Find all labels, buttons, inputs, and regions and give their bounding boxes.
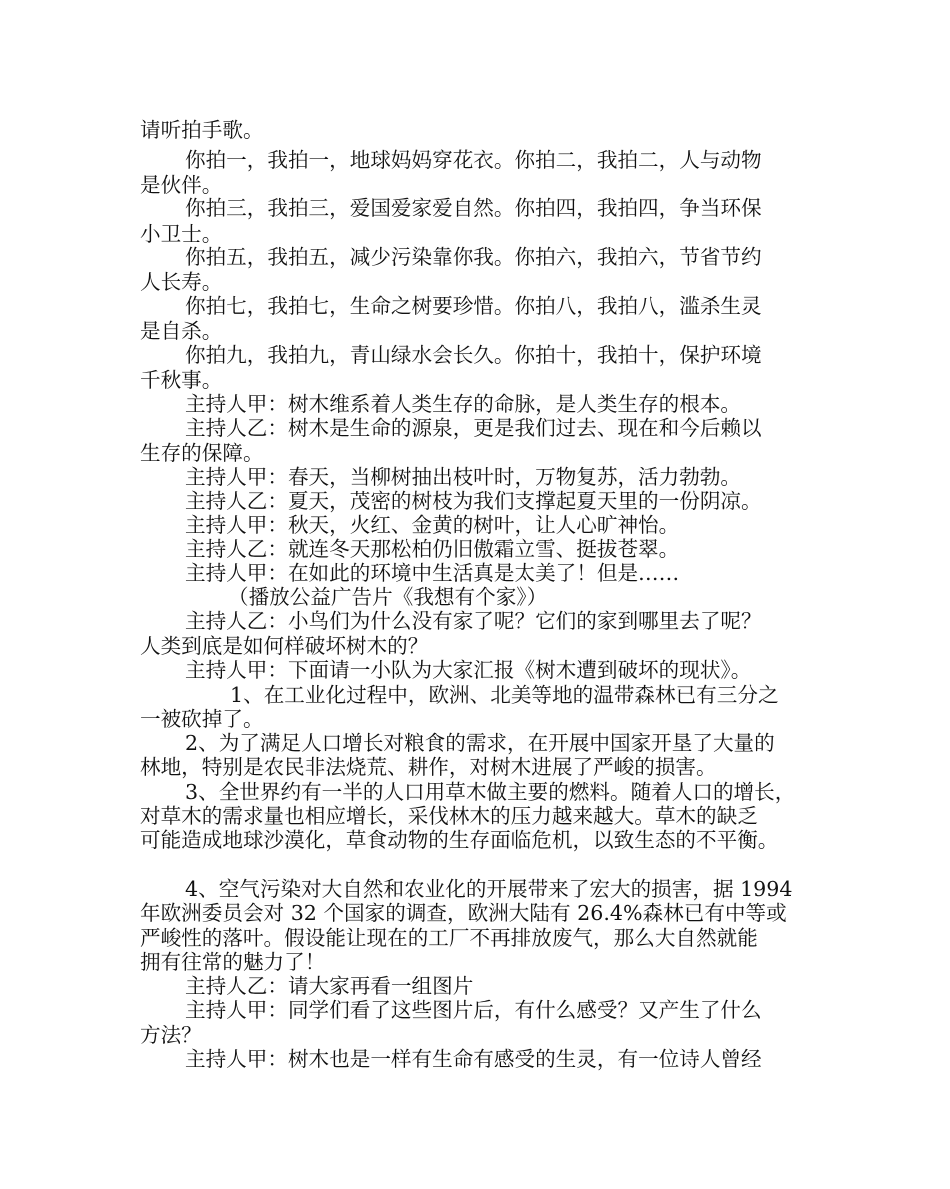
- text-line: 你拍三，我拍三，爱国爱家爱自然。你拍四，我拍四，争当环保: [185, 196, 762, 220]
- text-line: 对草木的需求量也相应增长，采伐林木的压力越来越大。草木的缺乏: [140, 804, 758, 828]
- text-line: 你拍九，我拍九，青山绿水会长久。你拍十，我拍十，保护环境: [185, 343, 762, 367]
- text-line: 主持人甲：春天，当柳树抽出枝叶时，万物复苏，活力勃勃。: [185, 465, 742, 489]
- text-line: 主持人乙：就连冬天那松柏仍旧傲霜立雪、挺拔苍翠。: [185, 537, 680, 561]
- text-line: 主持人甲：树木也是一样有生命有感受的生灵，有一位诗人曾经: [185, 1047, 762, 1071]
- text-line: 一被砍掉了。: [140, 707, 264, 731]
- text-line: 2、为了满足人口增长对粮食的需求，在开展中国家开垦了大量的: [185, 731, 775, 755]
- text-line: 主持人乙：树木是生命的源泉，更是我们过去、现在和今后赖以: [185, 416, 762, 440]
- text-line: （播放公益广告片《我想有个家》）: [228, 585, 548, 609]
- text-line: 主持人甲：秋天，火红、金黄的树叶，让人心旷神怡。: [185, 513, 680, 537]
- text-line: 你拍五，我拍五，减少污染靠你我。你拍六，我拍六，节省节约: [185, 245, 762, 269]
- text-line: 年欧洲委员会对 32 个国家的调查，欧洲大陆有 26.4%森林已有中等或: [140, 901, 787, 925]
- text-line: 1、在工业化过程中，欧洲、北美等地的温带森林已有三分之: [230, 683, 779, 707]
- text-line: 主持人甲：下面请一小队为大家汇报《树木遭到破坏的现状》。: [185, 658, 752, 682]
- text-line: 请听拍手歌。: [140, 118, 264, 142]
- text-line: 千秋事。: [140, 368, 223, 392]
- text-line: 你拍七，我拍七，生命之树要珍惜。你拍八，我拍八，滥杀生灵: [185, 294, 762, 318]
- text-line: 4、空气污染对大自然和农业化的开展带来了宏大的损害，据 1994: [185, 877, 793, 901]
- text-line: 林地，特别是农民非法烧荒、耕作，对树木进展了严峻的损害。: [140, 755, 717, 779]
- text-line: 主持人乙：夏天，茂密的树枝为我们支撑起夏天里的一份阴凉。: [185, 489, 762, 513]
- text-line: 主持人乙：小鸟们为什么没有家了呢？它们的家到哪里去了呢？: [185, 609, 762, 633]
- text-line: 主持人乙：请大家再看一组图片: [185, 974, 474, 998]
- text-line: 主持人甲：树木维系着人类生存的命脉，是人类生存的根本。: [185, 392, 742, 416]
- text-line: 方法？: [140, 1023, 202, 1047]
- text-line: 小卫士。: [140, 222, 223, 246]
- text-line: 是自杀。: [140, 319, 223, 343]
- text-line: 人长寿。: [140, 270, 223, 294]
- text-line: 生存的保障。: [140, 441, 264, 465]
- text-line: 你拍一，我拍一，地球妈妈穿花衣。你拍二，我拍二，人与动物: [185, 148, 762, 172]
- text-line: 严峻性的落叶。假设能让现在的工厂不再排放废气，那么大自然就能: [140, 926, 758, 950]
- text-line: 人类到底是如何样破坏树木的？: [140, 634, 429, 658]
- text-line: 可能造成地球沙漠化，草食动物的生存面临危机，以致生态的不平衡。: [140, 828, 779, 852]
- text-line: 拥有往常的魅力了！: [140, 950, 326, 974]
- text-line: 是伙伴。: [140, 173, 223, 197]
- text-line: 3、全世界约有一半的人口用草木做主要的燃料。随着人口的增长，: [185, 780, 796, 804]
- text-line: 主持人甲：在如此的环境中生活真是太美了！但是……: [185, 561, 680, 585]
- text-line: 主持人甲：同学们看了这些图片后，有什么感受？又产生了什么: [185, 998, 762, 1022]
